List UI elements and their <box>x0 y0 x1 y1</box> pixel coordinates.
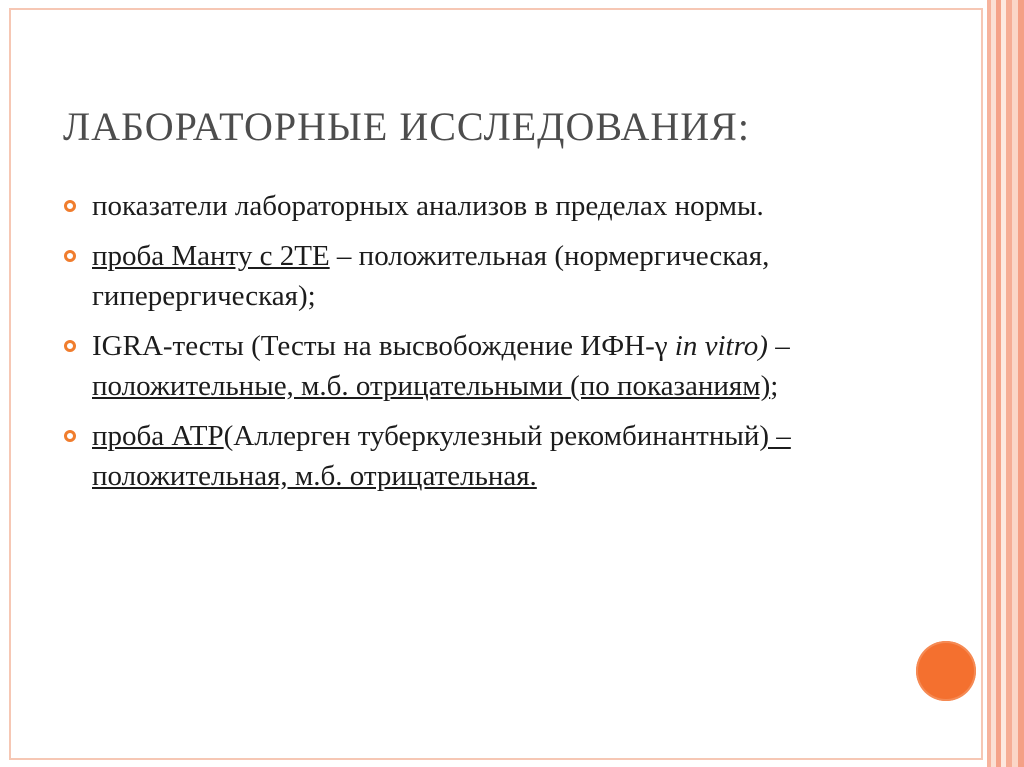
bullet-underlined-text: проба Манту с 2ТЕ <box>92 240 330 272</box>
bullet-tail: ; <box>770 370 779 402</box>
bullet-list <box>62 186 842 506</box>
bullet-text: (Аллерген туберкулезный рекомбинантный <box>223 420 760 452</box>
decorative-stripes <box>984 0 1024 767</box>
bullet-dash: – <box>767 330 790 362</box>
bullet-text: – положительная (нормергическая, гиперергическая); <box>92 240 770 312</box>
bullet-underlined-text: положительные, м.б. отрицательными (по показаниям) <box>92 370 771 402</box>
bullet-item-lab-results <box>62 186 842 226</box>
bullet-underlined-text: ) – положительная, м.б. отрицательная. <box>92 420 791 492</box>
bullet-circle-icon <box>64 430 76 442</box>
bullet-circle-icon <box>64 200 76 212</box>
bullet-text: показатели лабораторных анализов в пределах нормы. <box>92 190 764 222</box>
bullet-circle-icon <box>64 250 76 262</box>
bullet-circle-icon <box>64 340 76 352</box>
bullet-item-igra <box>62 326 842 406</box>
bullet-item-mantoux <box>62 236 842 316</box>
slide-title: ЛАБОРАТОРНЫЕ ИССЛЕДОВАНИЯ: <box>63 104 750 149</box>
bullet-underlined-text: проба АТР <box>92 420 224 452</box>
bullet-text: IGRA-тесты (Тесты на высвобождение ИФН-γ <box>92 330 675 362</box>
bullet-italic-text: in vitro) <box>674 330 768 362</box>
bullet-item-atr <box>62 416 842 496</box>
decorative-circle-icon <box>916 641 976 701</box>
